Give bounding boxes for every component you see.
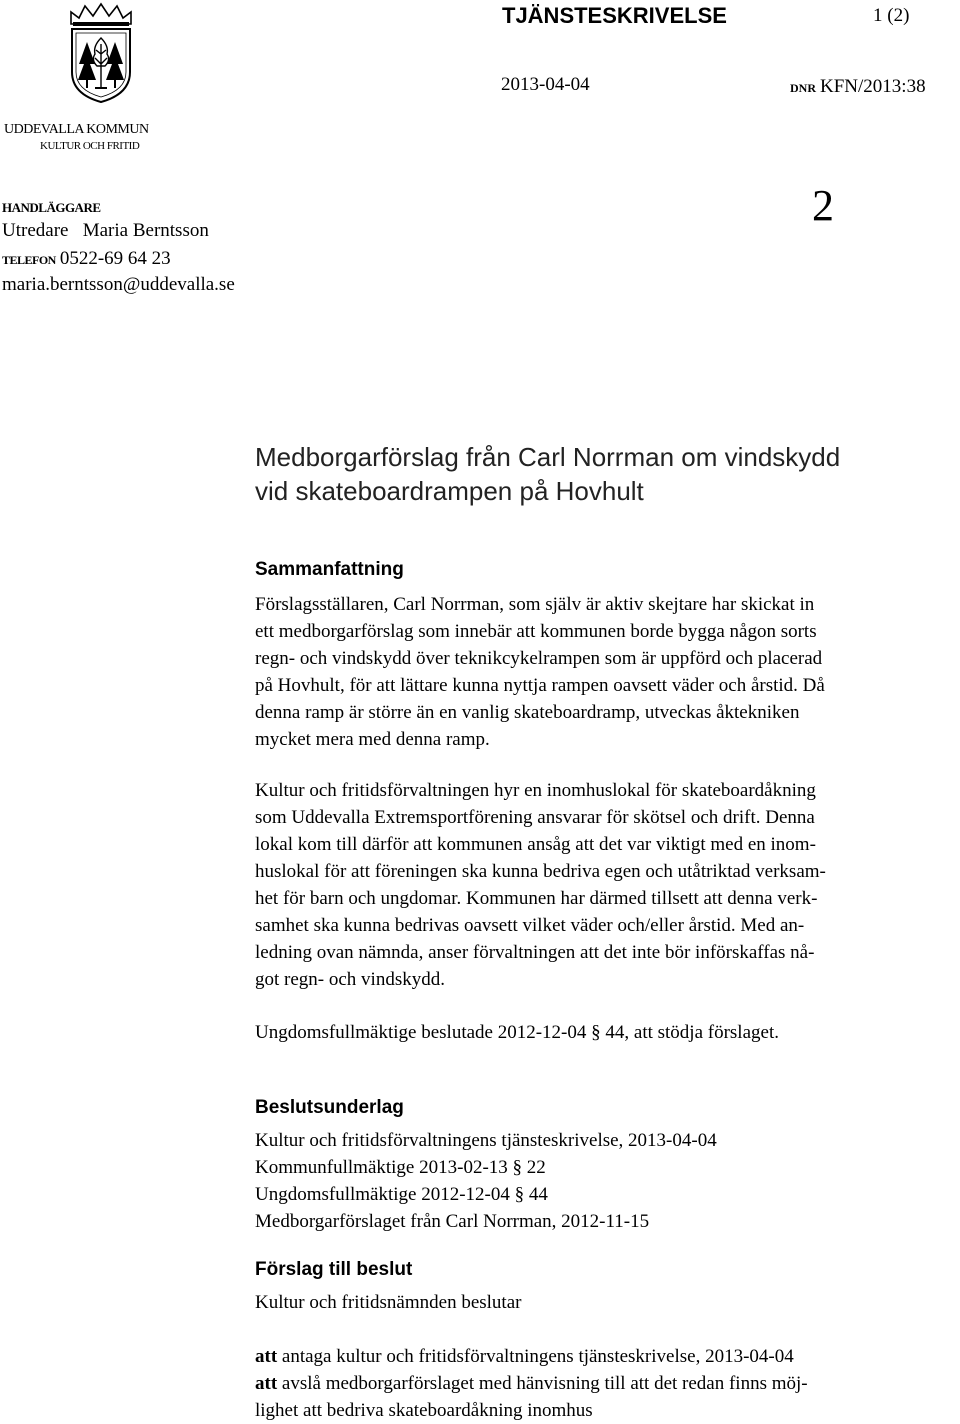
paragraph-line: samhet ska kunna bedrivas oavsett vilket väder och/eller årstid. Med an-: [255, 915, 805, 936]
summary-paragraph-3: Ungdomsfullmäktige beslutade 2012-12-04 § 44, att stödja förslaget.: [255, 1022, 779, 1043]
document-date: 2013-04-04: [501, 74, 590, 95]
paragraph-line: got regn- och vindskydd.: [255, 969, 445, 990]
handler-line: [2, 220, 209, 242]
att-keyword: att: [255, 1346, 278, 1367]
dnr-label: DNR: [790, 81, 816, 95]
paragraph-line: ett medborgarförslag som innebär att kommunen borde bygga någon sorts: [255, 621, 817, 642]
summary-heading: Sammanfattning: [255, 559, 404, 580]
department-name: KULTUR OCH FRITID: [40, 140, 140, 152]
main-title-line-1: Medborgarförslag från Carl Norrman om vindskydd: [255, 442, 841, 472]
email-link[interactable]: maria.berntsson@uddevalla.se: [2, 274, 235, 295]
summary-paragraph-1: [255, 591, 955, 753]
phone-number: 0522-69 64 23: [59, 248, 171, 269]
paragraph-line: ledning ovan nämnda, anser förvaltningen att det inte bör införskaffas nå-: [255, 942, 815, 963]
proposal-continuation: lighet att bedriva skateboardåkning inomhus: [255, 1400, 593, 1421]
basis-item: Ungdomsfullmäktige 2012-12-04 § 44: [255, 1184, 548, 1205]
proposal-heading: Förslag till beslut: [255, 1259, 413, 1280]
basis-heading: Beslutsunderlag: [255, 1097, 404, 1118]
main-title-line-2: vid skateboardrampen på Hovhult: [255, 476, 644, 506]
proposal-item: [255, 1370, 955, 1397]
page-number: 1 (2): [873, 5, 910, 26]
organisation-name: UDDEVALLA KOMMUN: [4, 122, 149, 137]
proposal-item-text: avslå medborgarförslaget med hänvisning till att det redan finns möj-: [281, 1373, 808, 1394]
phone-label: TELEFON: [2, 253, 56, 267]
att-keyword: att: [255, 1373, 278, 1394]
handler-label: HANDLÄGGARE: [2, 200, 101, 215]
paragraph-line: mycket mera med denna ramp.: [255, 729, 490, 750]
proposal-list: [255, 1343, 955, 1424]
basis-item: Medborgarförslaget från Carl Norrman, 2012-11-15: [255, 1211, 650, 1232]
basis-list: [255, 1127, 955, 1235]
paragraph-line: het för barn och ungdomar. Kommunen har därmed tillsett att denna verk-: [255, 888, 818, 909]
paragraph-line: regn- och vindskydd över teknikcykelrampen som är uppförd och placerad: [255, 648, 823, 669]
paragraph-line: på Hovhult, för att lättare kunna nyttja rampen oavsett väder och årstid. Då: [255, 675, 825, 696]
handler-role: Utredare: [2, 220, 69, 241]
paragraph-line: som Uddevalla Extremsportförening ansvarar för skötsel och drift. Denna: [255, 807, 815, 828]
proposal-item-text: antaga kultur och fritidsförvaltningens tjänsteskrivelse, 2013-04-04: [281, 1346, 794, 1367]
paragraph-line: denna ramp är större än en vanlig skateboardramp, utveckas åktekniken: [255, 702, 800, 723]
basis-item: Kommunfullmäktige 2013-02-13 § 22: [255, 1157, 546, 1178]
dnr-value: KFN/2013:38: [820, 76, 926, 97]
document-type: TJÄNSTESKRIVELSE: [502, 3, 727, 28]
stamp-number: 2: [812, 181, 834, 230]
municipal-crest-icon: [65, 2, 137, 104]
paragraph-line: lokal kom till därför att kommunen ansåg att det var viktigt med en inom-: [255, 834, 816, 855]
summary-paragraph-2: [255, 777, 955, 993]
handler-name: Maria Berntsson: [82, 220, 209, 241]
proposal-item: [255, 1343, 955, 1370]
dnr: [790, 76, 926, 98]
paragraph-line: Kultur och fritidsförvaltningen hyr en inomhuslokal för skateboardåkning: [255, 780, 816, 801]
proposal-intro: Kultur och fritidsnämnden beslutar: [255, 1292, 522, 1313]
paragraph-line: Förslagsställaren, Carl Norrman, som själv är aktiv skejtare har skickat in: [255, 594, 815, 615]
basis-item: Kultur och fritidsförvaltningens tjänsteskrivelse, 2013-04-04: [255, 1130, 717, 1151]
phone-line: [2, 248, 171, 270]
paragraph-line: huslokal för att föreningen ska kunna bedriva egen och utåtriktad verksam-: [255, 861, 826, 882]
